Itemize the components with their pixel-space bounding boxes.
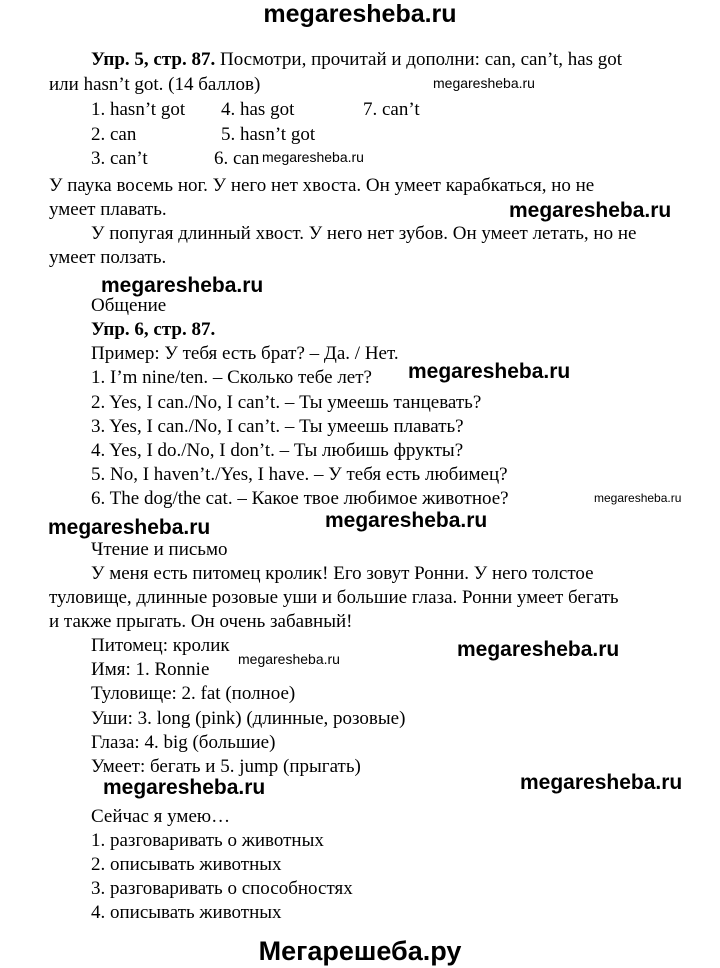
watermark: megaresheba.ru <box>103 776 266 799</box>
ex5-answer-6: 6. can <box>214 148 260 169</box>
can-now-title: Сейчас я умею… <box>91 806 231 827</box>
watermark: megaresheba.ru <box>325 509 488 532</box>
ex6-example: Пример: У тебя есть брат? – Да. / Нет. <box>91 343 399 364</box>
ex6-item-5: 5. No, I haven’t./Yes, I have. – У тебя есть любимец? <box>91 464 508 485</box>
ex6-item-6: 6. The dog/the cat. – Какое твое любимое животное? <box>91 488 509 509</box>
can-now-item-1: 1. разговаривать о животных <box>91 830 324 851</box>
ex6-item-1: 1. I’m nine/ten. – Сколько тебе лет? <box>91 367 372 388</box>
ex5-answer-5: 5. hasn’t got <box>221 124 316 145</box>
form-pet: Питомец: кролик <box>91 635 230 656</box>
reading-line2: туловище, длинные розовые уши и большие глаза. Ронни умеет бегать <box>49 587 619 608</box>
form-ears: Уши: 3. long (pink) (длинные, розовые) <box>91 708 406 729</box>
can-now-item-4: 4. описывать животных <box>91 902 282 923</box>
watermark: megaresheba.ru <box>101 274 264 297</box>
form-body: Туловище: 2. fat (полное) <box>91 683 296 704</box>
ex5-answer-7: 7. can’t <box>363 99 420 120</box>
can-now-item-2: 2. описывать животных <box>91 854 282 875</box>
ex6-title-text: Упр. 6, стр. 87. <box>91 319 216 340</box>
form-name: Имя: 1. Ronnie <box>91 659 210 680</box>
ex5-answer-1: 1. hasn’t got <box>91 99 186 120</box>
ex6-item-4: 4. Yes, I do./No, I don’t. – Ты любишь фрукты? <box>91 440 464 461</box>
ex5-para2-line1: У попугая длинный хвост. У него нет зубов. Он умеет летать, но не <box>91 223 637 244</box>
form-can: Умеет: бегать и 5. jump (прыгать) <box>91 756 361 777</box>
watermark: megaresheba.ru <box>48 516 211 539</box>
watermark: megaresheba.ru <box>408 360 571 383</box>
ex5-para1-line2: умеет плавать. <box>49 199 167 220</box>
watermark: megaresheba.ru <box>520 771 683 794</box>
watermark: megaresheba.ru <box>433 75 535 91</box>
reading-line3: и также прыгать. Он очень забавный! <box>49 611 353 632</box>
ex5-instruction-line2: или hasn’t got. (14 баллов) <box>49 74 261 95</box>
ex6-title <box>91 318 215 342</box>
watermark: megaresheba.ru <box>238 651 340 667</box>
ex5-para2-line2: умеет ползать. <box>49 247 167 268</box>
site-header: megaresheba.ru <box>263 0 457 28</box>
section-communication: Общение <box>91 295 167 316</box>
can-now-item-3: 3. разговаривать о способностях <box>91 878 353 899</box>
ex5-title: Упр. 5, стр. 87. <box>91 49 216 70</box>
watermark: megaresheba.ru <box>594 491 682 505</box>
ex5-answer-4: 4. has got <box>221 99 295 120</box>
ex5-answer-2: 2. can <box>91 124 137 145</box>
ex5-instruction-text: Посмотри, прочитай и дополни: can, can’t, has got <box>219 49 623 70</box>
watermark: megaresheba.ru <box>262 149 364 165</box>
form-eyes: Глаза: 4. big (большие) <box>91 732 276 753</box>
reading-line1: У меня есть питомец кролик! Его зовут Ронни. У него толстое <box>91 563 594 584</box>
watermark: megaresheba.ru <box>509 199 672 222</box>
site-footer: Мегарешеба.ру <box>258 936 462 966</box>
ex6-item-2: 2. Yes, I can./No, I can’t. – Ты умеешь танцевать? <box>91 392 482 413</box>
ex5-instruction-line1 <box>91 48 622 72</box>
watermark: megaresheba.ru <box>457 638 620 661</box>
section-reading: Чтение и письмо <box>91 539 228 560</box>
ex6-item-3: 3. Yes, I can./No, I can’t. – Ты умеешь плавать? <box>91 416 464 437</box>
ex5-para1-line1: У паука восемь ног. У него нет хвоста. Он умеет карабкаться, но не <box>49 175 595 196</box>
ex5-answer-3: 3. can’t <box>91 148 148 169</box>
